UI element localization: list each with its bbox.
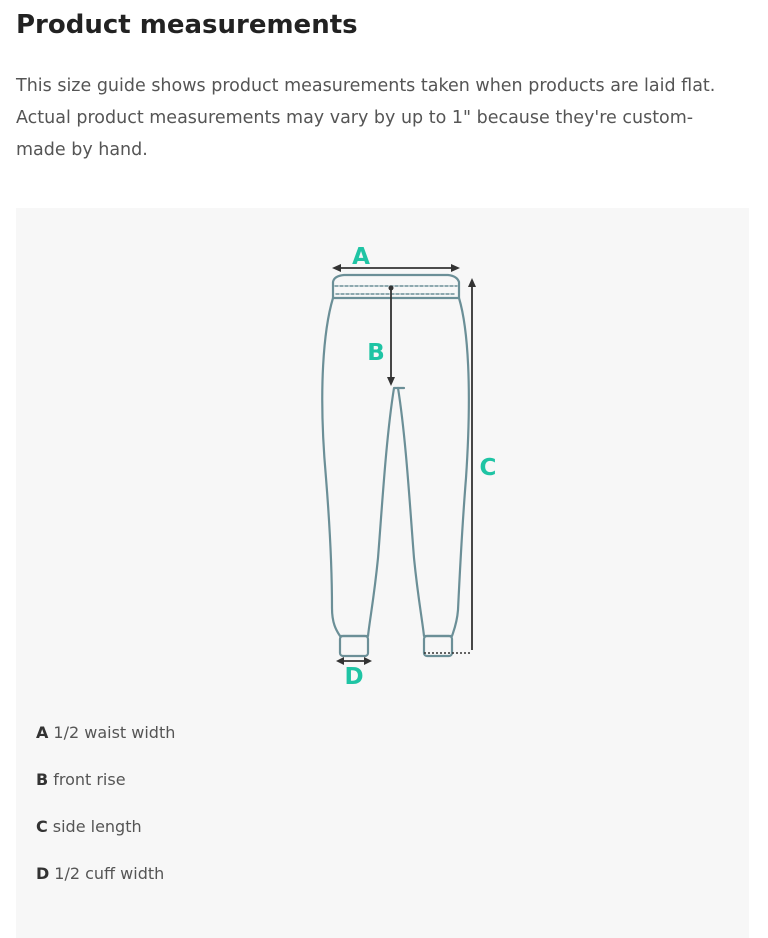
measurement-lines <box>332 264 476 665</box>
measure-dot-b <box>389 286 394 291</box>
measurement-panel <box>16 208 749 938</box>
label-a: A <box>352 244 370 270</box>
intro-text <box>16 70 756 166</box>
legend-item-c <box>36 817 175 864</box>
arrow-c-up <box>468 278 476 287</box>
intro-line-1: This size guide shows product measurements taken when products are laid flat. <box>16 76 716 96</box>
intro-line-2: Actual product measurements may vary by up to 1" because they're custom- <box>16 108 694 128</box>
arrow-d-right <box>364 657 372 665</box>
legend-letter: C <box>36 817 48 836</box>
legend-item-d <box>36 864 175 911</box>
garment-outline <box>322 275 469 656</box>
legend-item-a <box>36 723 175 770</box>
left-cuff <box>340 636 368 656</box>
arrow-a-right <box>451 264 460 272</box>
label-c: C <box>479 455 497 481</box>
legend-letter: B <box>36 770 49 789</box>
measurement-legend <box>36 723 175 911</box>
legend-text: side length <box>52 817 142 836</box>
arrow-a-left <box>332 264 341 272</box>
label-d: D <box>344 664 364 690</box>
legend-letter: D <box>36 864 50 883</box>
right-leg <box>398 298 469 636</box>
intro-line-3: made by hand. <box>16 140 148 160</box>
arrow-b-down <box>387 377 395 386</box>
legend-item-b <box>36 770 175 817</box>
legend-text: front rise <box>53 770 126 789</box>
arrow-d-left <box>336 657 344 665</box>
legend-letter: A <box>36 723 49 742</box>
legend-text: 1/2 waist width <box>53 723 176 742</box>
sweatpants-outline-icon <box>316 238 516 698</box>
page-title: Product measurements <box>16 10 358 40</box>
label-b: B <box>367 340 385 366</box>
legend-text: 1/2 cuff width <box>54 864 165 883</box>
